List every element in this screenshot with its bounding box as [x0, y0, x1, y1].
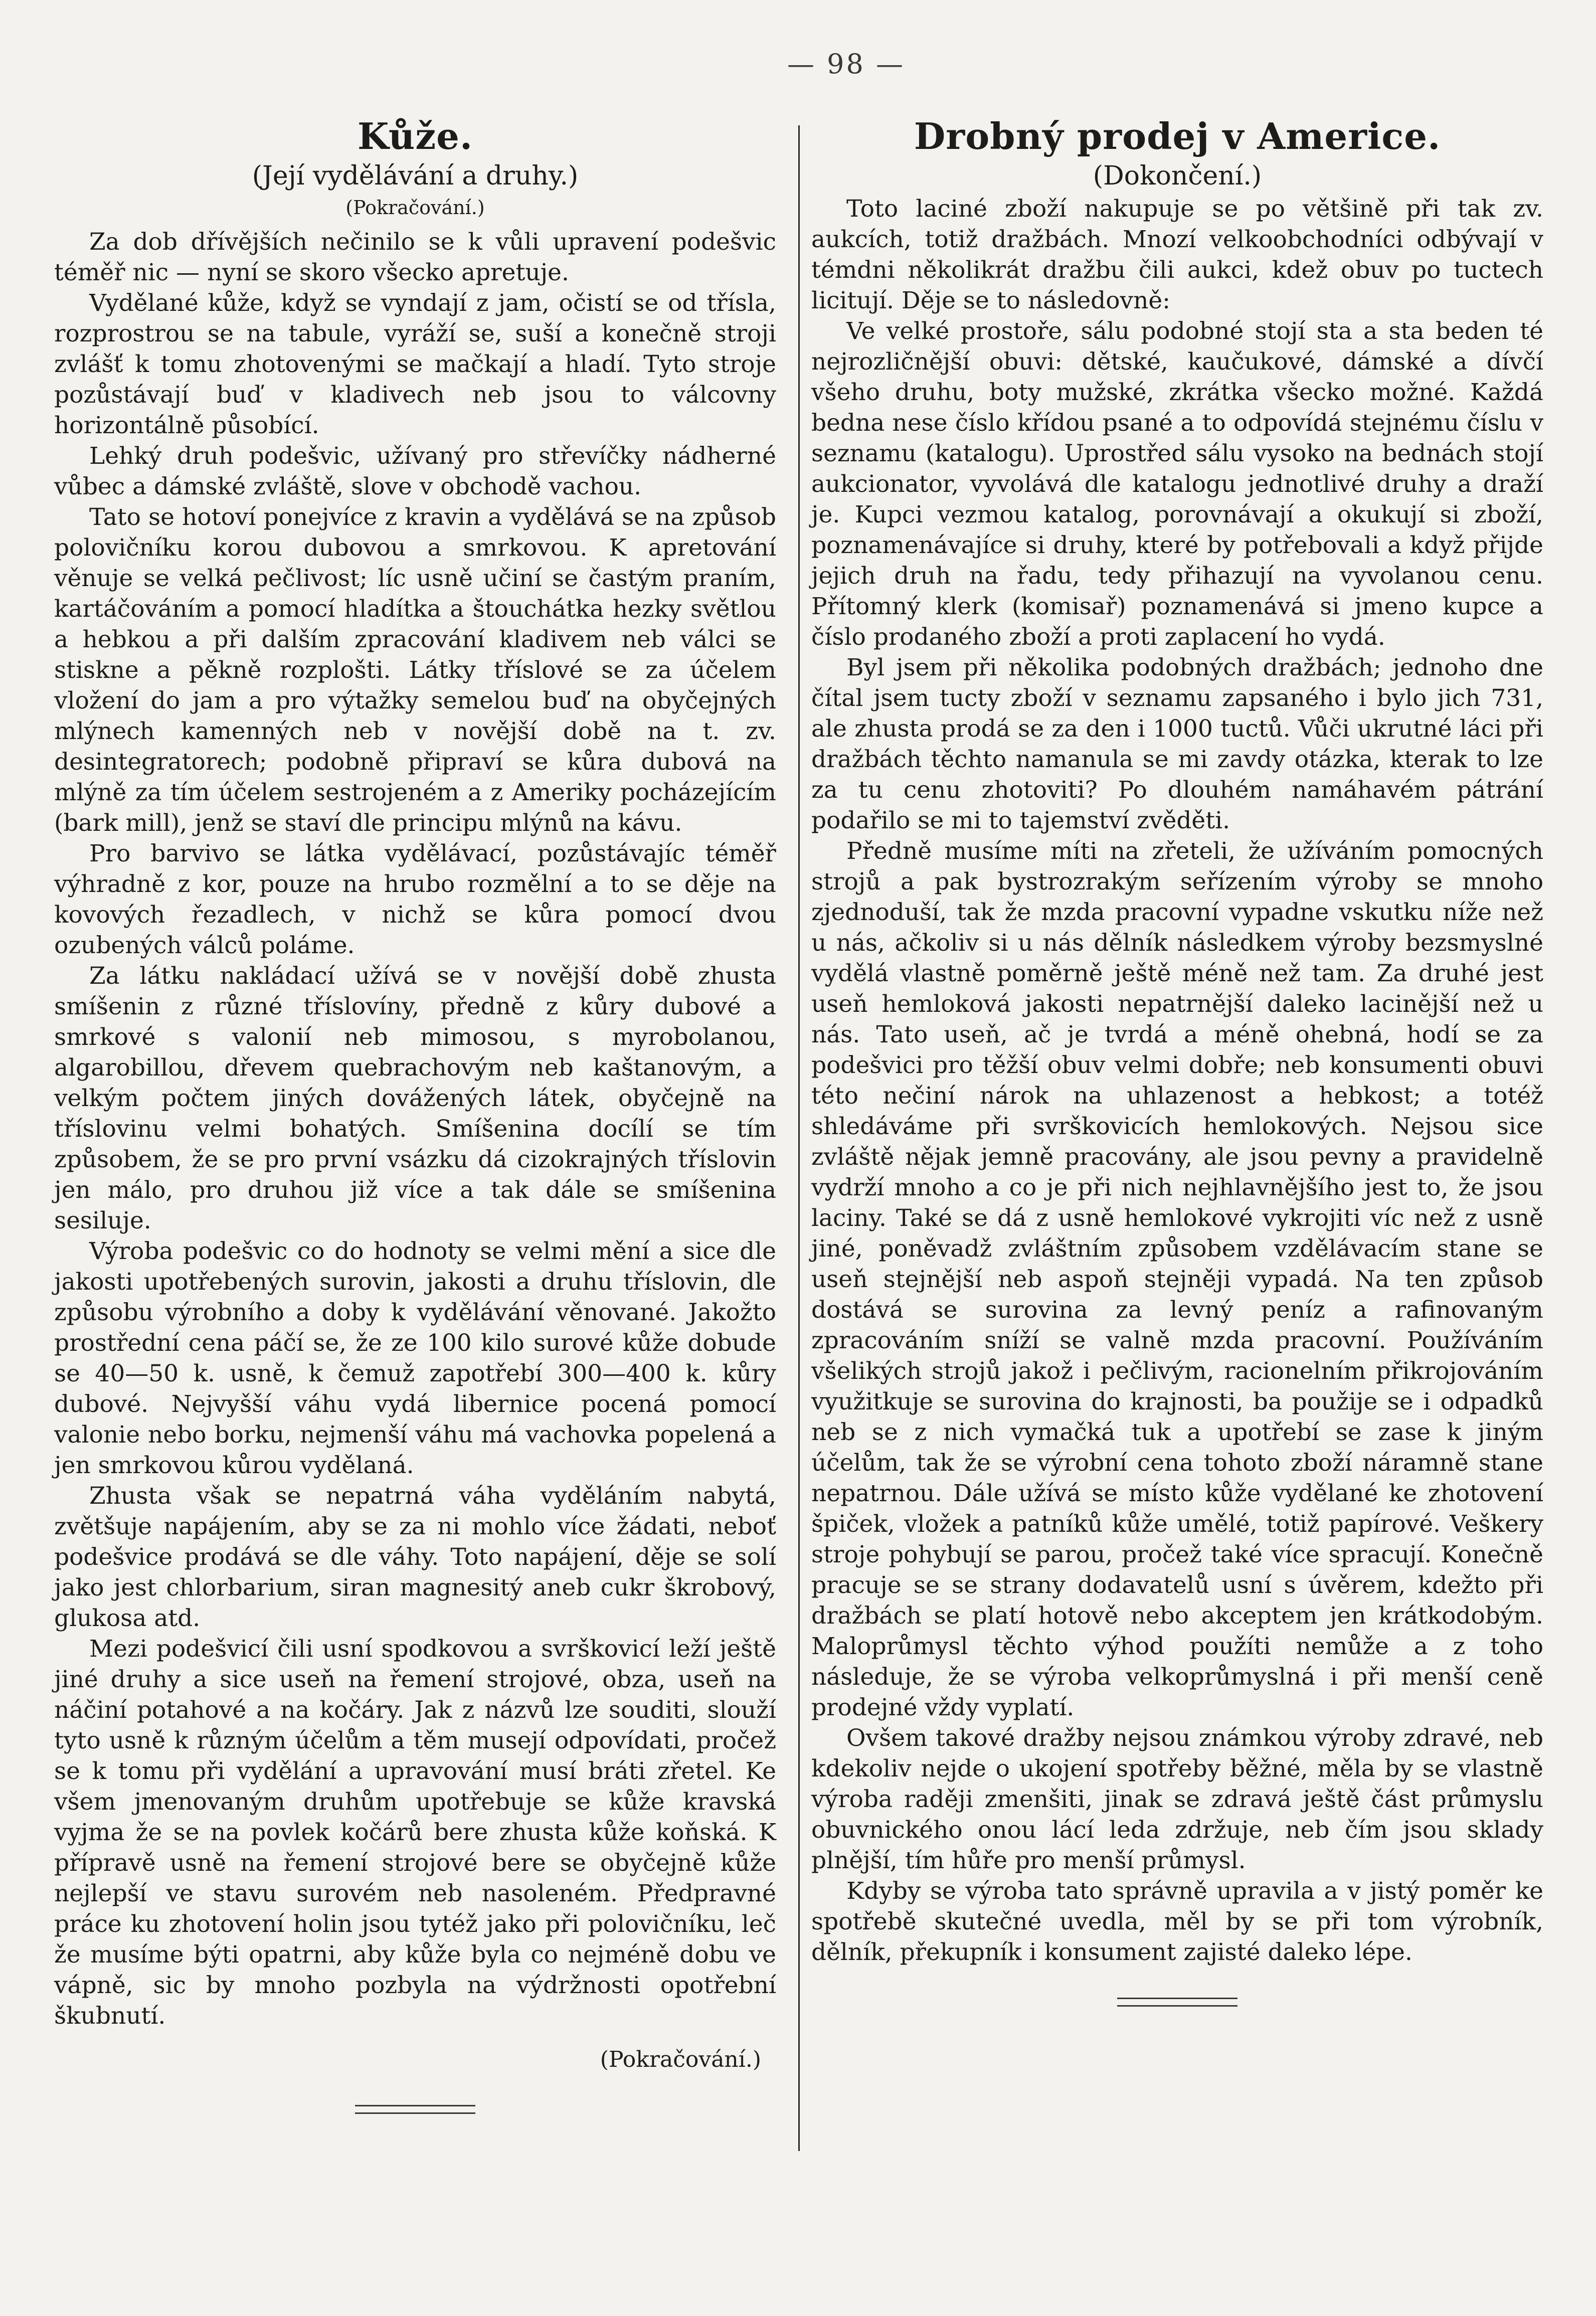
- left-paragraph: Zhusta však se nepatrná váha vyděláním nabytá, zvětšuje napájením, aby se za ni mohlo více žádati, neboť podešvice prodává se dle váhy. Toto napájení, děje se solí jako jest chlorbarium, siran magnesitý aneb cukr škrobový, glukosa atd.: [54, 1482, 776, 1632]
- left-paragraph: Lehký druh podešvic, užívaný pro střevíčky nádherné vůbec a dámské zvláště, slove v obchodě vachou.: [54, 442, 776, 500]
- right-article-note: (Dokončení.): [1093, 161, 1262, 191]
- right-paragraph: Ve velké prostoře, sálu podobné stojí sta a sta beden té nejrozličnější obuvi: dětské, kaučukové, dámské a dívčí všeho druhu, boty mužské, zkrátka všecko možné. Každá bedna nese číslo křídou psané a to odpovídá stejnému číslu v seznamu (katalogu). Uprostřed sálu vysoko na bednách stojí aukcionator, vyvolává dle katalogu jednotlivé druhy a draží je. Kupci vezmou katalog, porovnávají a okukují si zboží, poznamenávajíce si druhy, které by potřebovali a když přijde jejich druh na řadu, tedy přihazují na vyvolanou cenu. Přítomný klerk (komisař) poznamenává si jmeno kupce a číslo prodaného zboží a proti zaplacení ho vydá.: [811, 317, 1543, 651]
- left-paragraph: Výroba podešvic co do hodnoty se velmi mění a sice dle jakosti upotřebených surovin, jakosti a druhu tříslovin, dle způsobu výrobního a doby k vydělávání věnované. Jakožto prostřední cena páčí se, že ze 100 kilo surové kůže dobude se 40—50 k. usně, k čemuž zapotřebí 300—400 k. kůry dubové. Nejvyšší váhu vydá libernice pocená pomocí valonie nebo borku, nejmenší váhu má vachovka popelená a jen smrkovou kůrou vydělaná.: [54, 1237, 776, 1479]
- left-article-continued: (Pokračování.): [600, 2047, 761, 2072]
- right-article: [811, 115, 1543, 2007]
- left-article-note: (Pokračování.): [345, 197, 485, 219]
- left-paragraph: Pro barvivo se látka vydělávací, pozůstávajíc téměř výhradně z kor, pouze na hrubo rozmělní a to se děje na kovových řezadlech, v nichž se kůra pomocí dvou ozubených válců poláme.: [54, 840, 776, 959]
- end-rule: [1117, 1998, 1237, 2007]
- right-paragraph: Byl jsem při několika podobných dražbách; jednoho dne čítal jsem tucty zboží v seznamu zapsaného i bylo jich 731, ale zhusta prodá se za den i 1000 tuctů. Vůči ukrutné láci při dražbách těchto namanula se mi zavdy otázka, kterak to lze za tu cenu zhotoviti? Po dlouhém namáhavém pátrání podařilo se mi to tajemství zvěděti.: [811, 654, 1543, 834]
- left-paragraph: Tato se hotoví ponejvíce z kravin a vydělává se na způsob polovičníku korou dubovou a smrkovou. K apretování věnuje se velká pečlivost; líc usně učiní se častým praním, kartáčováním a pomocí hladítka a štouchátka hezky světlou a hebkou a při dalším zpracování kladivem neb válci se stiskne a pěkně rozplošti. Látky tříslové se za účelem vložení do jam a pro výtažky semelou buď na obyčejných mlýnech kamenných neb v novější době na t. zv. desintegratorech; podobně připraví se kůra dubová na mlýně za tím účelem sestrojeném a z Ameriky pocházejícím (bark mill), jenž se staví dle principu mlýnů na kávu.: [54, 503, 776, 837]
- right-paragraph: Předně musíme míti na zřeteli, že užíváním pomocných strojů a pak bystrozrakým seřízením výroby se mnoho zjednoduší, tak že mzda pracovní vypadne vskutku níže než u nás, ačkoliv si u nás dělník následkem výroby bezsmyslné vydělá vlastně poměrně ještě méně než tam. Za druhé jest useň hemloková jakosti nepatrnější daleko lacinější než u nás. Tato useň, ač je tvrdá a méně ohebná, hodí se za podešvici pro těžší obuv velmi dobře; neb konsumenti obuvi této nečiní nárok na uhlazenost a hebkost; a totéž shledáváme při svrškovicích hemlokových. Nejsou sice zvláště nějak jemně pracovány, ale jsou pevny a pravidelně vydrží mnoho a co je při nich nejhlavnějšího jest to, že jsou laciny. Také se dá z usně hemlokové vykrojiti víc než z usně jiné, poněvadž zvláštním způsobem vzdělávacím stane se useň stejnější neb aspoň stejněji vypadá. Na ten způsob dostává se surovina za levný peníz a rafinovaným zpracováním sníží se valně mzda pracovní. Používáním všelikých strojů jakož i pečlivým, racionelním přikrojováním využitkuje se surovina do krajnosti, ba použije se i odpadků neb se z nich vymačká tuk a upotřebí se zase k jiným účelům, tak že se výrobní cena tohoto zboží náramně stane nepatrnou. Dále užívá se místo kůže vydělané ke zhotovení špiček, vložek a patníků kůže umělé, totiž papírové. Veškery stroje pohybují se parou, pročež také více spracují. Konečně pracuje se se strany dodavatelů usní s úvěrem, kdežto při dražbách se platí hotově nebo akceptem jen krátkodobým. Maloprůmysl těchto výhod použíti nemůže a z toho následuje, že se výroba velkoprůmyslná i při menší ceně prodejné vždy vyplatí.: [811, 837, 1543, 1721]
- left-paragraph: Vydělané kůže, když se vyndají z jam, očistí se od třísla, rozprostrou se na tabule, vyráží se, suší a konečně stroji zvlášť k tomu zhotovenými se mačkají a hladí. Tyto stroje pozůstávají buď v kladivech neb jsou to válcovny horizontálně působící.: [54, 289, 776, 439]
- left-article: [54, 115, 776, 2114]
- right-article-title: Drobný prodej v Americe.: [914, 115, 1441, 157]
- right-paragraph: Ovšem takové dražby nejsou známkou výroby zdravé, neb kdekoliv nejde o ukojení spotřeby běžné, měla by se vlastně výroba raději zmenšiti, jinak se zdravá ještě část průmyslu obuvnického onou lácí leda zdržuje, neb čím jsou sklady plnější, tím hůře pro menší průmysl.: [811, 1724, 1543, 1874]
- left-article-title: Kůže.: [357, 115, 473, 157]
- page-number: — 98 —: [787, 48, 906, 80]
- column-divider: [798, 125, 800, 2151]
- end-rule: [355, 2105, 475, 2114]
- right-paragraph: Toto laciné zboží nakupuje se po většině při tak zv. aukcích, totiž dražbách. Mnozí velkoobchodníci odbývají v témdni několikrát dražbu čili aukci, kdež obuv po tuctech licitují. Děje se to následovně:: [811, 195, 1543, 314]
- right-paragraph: Kdyby se výroba tato správně upravila a v jistý poměr ke spotřebě skutečné uvedla, měl by se při tom výrobník, dělník, překupník i konsument zajisté daleko lépe.: [811, 1877, 1543, 1966]
- left-article-subtitle: (Její vydělávání a druhy.): [252, 161, 579, 191]
- left-paragraph: Za látku nakládací užívá se v novější době zhusta smíšenin z různé tříslovíny, předně z kůry dubové a smrkové s valonií neb mimosou, s myrobolanou, algarobillou, dřevem quebrachovým neb kaštanovým, a velkým počtem jiných dovážených látek, obyčejně na tříslovinu velmi bohatých. Smíšenina docílí se tím způsobem, že se pro první vsázku dá cizokrajných tříslovin jen málo, pro druhou již více a tak dále se smíšenina sesiluje.: [54, 962, 776, 1234]
- left-paragraph: Mezi podešvicí čili usní spodkovou a svrškovicí leží ještě jiné druhy a sice useň na řemení strojové, obza, useň na náčiní potahové a na kočáry. Jak z názvů lze souditi, slouží tyto usně k různým účelům a těm musejí odpovídati, pročež se k tomu při vydělání a upravování musí bráti zřetel. Ke všem jmenovaným druhům upotřebuje se kůže kravská vyjma že se na povlek kočárů bere zhusta kůže koňská. K přípravě usně na řemení strojové bere se obyčejně kůže nejlepší ve stavu surovém neb nasoleném. Předpravné práce ku zhotovení holin jsou tytéž jako při polovičníku, leč že musíme býti opatrni, aby kůže byla co nejméně dobu ve vápně, sic by mnoho pozbyla na výdržnosti opotřební škubnutí.: [54, 1635, 776, 2030]
- left-paragraph: Za dob dřívějších nečinilo se k vůli upravení podešvic téměř nic — nyní se skoro všecko apretuje.: [54, 228, 776, 286]
